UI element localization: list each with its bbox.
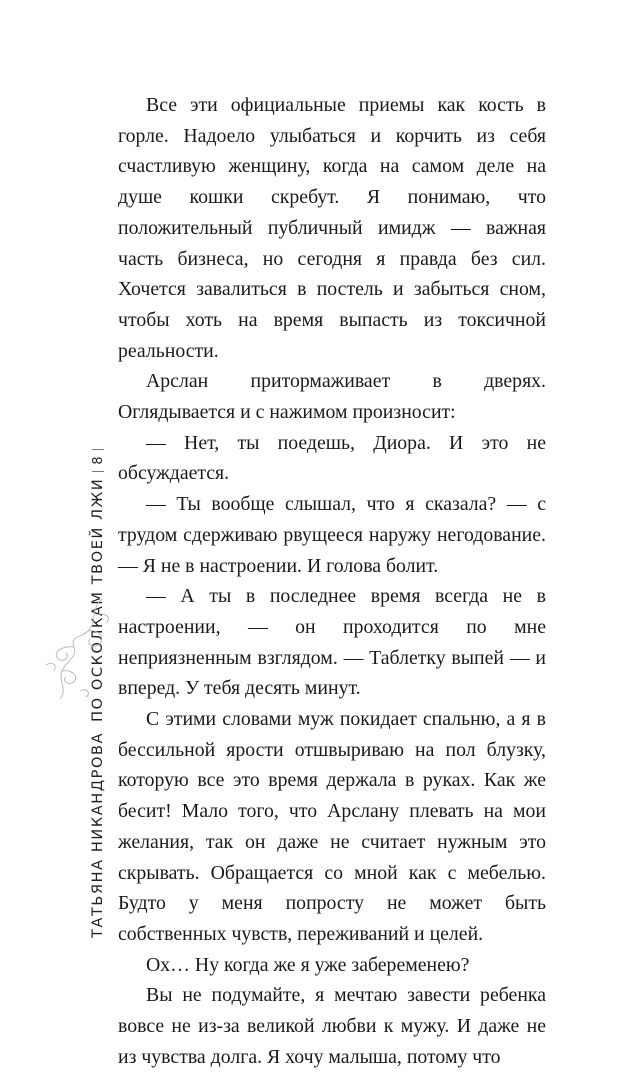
book-title: ПО ОСКОЛКАМ ТВОЕЙ ЛЖИ xyxy=(90,477,106,722)
floral-ornament-icon xyxy=(40,595,120,705)
paragraph: — А ты в последнее время всегда не в настроении, — он проходится по мне неприязненным взглядом. — Таблетку выпей — и вперед. У тебя десять минут. xyxy=(118,585,546,700)
paragraph: Все эти официальные приемы как кость в горле. Надоело улыбаться и корчить из себя счастливую женщину, когда на самом деле на душе кошки скребут. Я понимаю, что положительный публичный имидж — важная часть бизнеса, но сегодня я правда без сил. Хочется завалиться в постель и забыться сном, чтобы хоть на время выпасть из токсичной реальности. xyxy=(118,94,546,362)
paragraph: Ох… Ну когда же я уже забеременею? xyxy=(146,953,470,976)
paragraph: Арслан притормаживает в дверях. Оглядывается и с нажимом произносит: xyxy=(118,370,546,424)
paragraph: — Нет, ты поедешь, Диора. И это не обсуждается. xyxy=(118,431,546,485)
separator-bar xyxy=(92,449,104,450)
paragraph: — Ты вообще слышал, что я сказала? — с трудом сдерживаю рвущееся наружу негодование. — Я не в настроении. И голова болит. xyxy=(118,493,546,577)
page-number: 8 xyxy=(90,456,106,465)
main-text xyxy=(118,90,546,1073)
separator-bar xyxy=(92,471,104,472)
paragraph: Вы не подумайте, я мечтаю завести ребенка вовсе не из-за великой любви к мужу. И даже не из чувства долга. Я хочу малыша, потому что xyxy=(118,984,546,1068)
book-author: ТАТЬЯНА НИКАНДРОВА xyxy=(90,731,106,938)
paragraph: С этими словами муж покидает спальню, а я в бессильной ярости отшвыриваю на пол блузку, которую все это время держала в руках. Как же бесит! Мало того, что Арслану плевать на мои желания, так он даже не считает нужным это скрывать. Обращается со мной как с мебелью. Будто у меня попросту не может быть собственных чувств, переживаний и целей. xyxy=(118,708,546,945)
